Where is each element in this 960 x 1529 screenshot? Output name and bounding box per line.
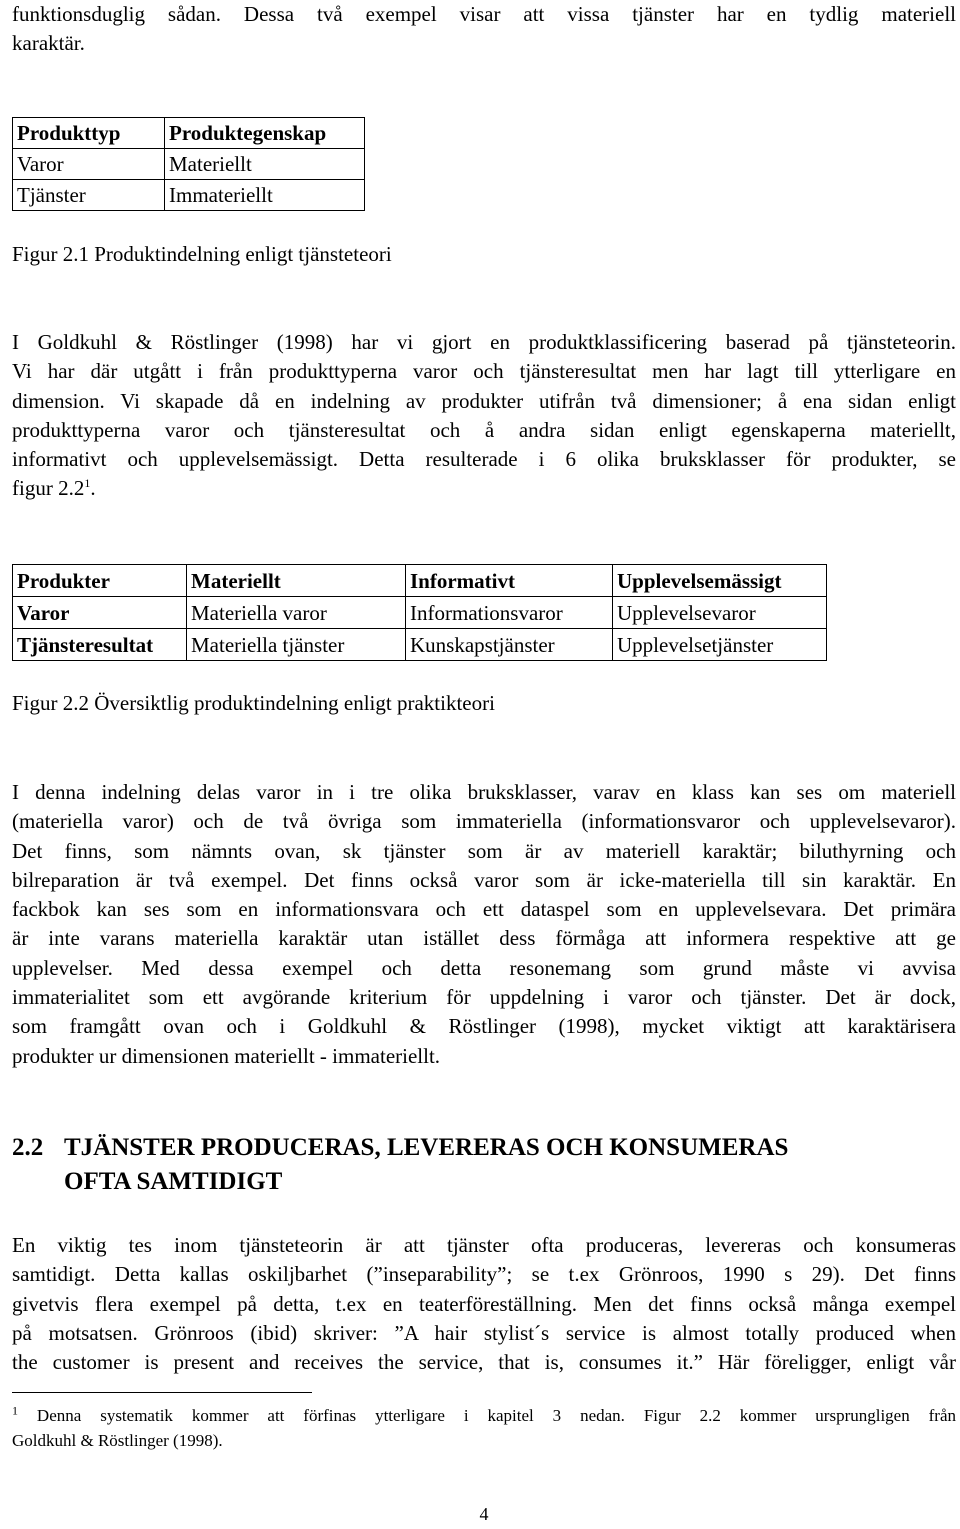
text-line: upplevelser. Med dessa exempel och detta resonemang som grund måste vi avvisa (12, 955, 956, 980)
section-heading (12, 1131, 956, 1199)
section-number: 2.2 (12, 1134, 44, 1161)
table-row (13, 629, 827, 661)
table-header-cell: Produktegenskap (165, 118, 365, 149)
footnote (12, 1403, 956, 1453)
table-row (13, 180, 365, 211)
table-cell: Informationsvaror (406, 597, 613, 629)
body-paragraph-3 (12, 1231, 956, 1377)
text-line: figur $2.2^1$. (12, 476, 96, 501)
text-line: the customer is present and receives the service, that is, consumes it.” Här föreligger, enligt vår (12, 1350, 956, 1375)
text-line: produkttyperna varor och tjänsteresultat och å andra sidan enligt egenskaperna materiellt, (12, 417, 956, 442)
body-paragraph-1 (12, 328, 956, 504)
table-cell: Immateriellt (165, 180, 365, 211)
text-line: immaterialitet som ett avgörande kriterium för uppdelning i varor och tjänster. Det är dock, (12, 985, 956, 1010)
text-line: samtidigt. Detta kallas oskiljbarhet (”inseparability”; se t.ex Grönroos, 1990 s 29). Det finns (12, 1262, 956, 1287)
table-cell: Upplevelsetjänster (613, 629, 827, 661)
table-row-label: Tjänsteresultat (13, 629, 187, 661)
footnote-separator (12, 1392, 312, 1393)
text-line: Det finns, som nämnts ovan, sk tjänster som är av materiell karaktär; biluthyrning och (12, 838, 956, 863)
text-line: informativt och upplevelsemässigt. Detta resulterade i 6 olika bruksklasser för produkter, se (12, 447, 956, 472)
table-cell: Tjänster (13, 180, 165, 211)
table-cell: Kunskapstjänster (406, 629, 613, 661)
table-header-cell: Upplevelsemässigt (613, 565, 827, 597)
table-header-cell: Informativt (406, 565, 613, 597)
figure-caption-2-1: Figur 2.1 Produktindelning enligt tjänsteteori (12, 242, 392, 266)
footnote-line: $^1$ Denna systematik kommer att förfinas ytterligare i kapitel 3 nedan. Figur 2.2 kommer ursprungligen från (12, 1403, 957, 1425)
text-line: givetvis flera exempel på detta, t.ex en teaterföreställning. Men det finns också många exempel (12, 1291, 956, 1316)
text-line: på motsatsen. Grönroos (ibid) skriver: ”A hair stylist´s service is almost totally produced when (12, 1320, 956, 1345)
section-title-line: OFTA SAMTIDIGT (64, 1168, 283, 1195)
text-line: är inte varans materiella karaktär utan istället dess förmåga att informera respektive att ge (12, 926, 956, 951)
product-classification-table (12, 564, 827, 661)
footnote-reference: 1 (84, 476, 91, 491)
text-line: produkter ur dimensionen materiellt - immateriellt. (12, 1043, 441, 1068)
text-line: En viktig tes inom tjänsteteorin är att tjänster ofta produceras, levereras och konsumeras (12, 1233, 956, 1257)
table-header-cell: Materiellt (187, 565, 406, 597)
text-line: Vi har där utgått i från produkttyperna varor och tjänsteresultat men har lagt till ytterligare en (12, 359, 956, 384)
table-header-row (13, 118, 365, 149)
body-paragraph-2 (12, 778, 956, 1071)
section-title-line: TJÄNSTER PRODUCERAS, LEVERERAS OCH KONSUMERAS (64, 1134, 789, 1161)
footnote-line: Goldkuhl & Röstlinger (1998). (12, 1431, 223, 1450)
product-type-table (12, 117, 365, 211)
text-line: fackbok kan ses som en informationsvara och ett dataspel som en upplevelsevara. Det primära (12, 897, 956, 922)
intro-paragraph (12, 0, 956, 59)
text-line: (materiella varor) och de två övriga som immateriella (informationsvaror och upplevelsevaror). (12, 809, 956, 834)
table-cell: Materiellt (165, 149, 365, 180)
table-header-row (13, 565, 827, 597)
table-header-cell: Produkttyp (13, 118, 165, 149)
table-row-label: Varor (13, 597, 187, 629)
figure-caption-2-2: Figur 2.2 Översiktlig produktindelning enligt praktikteori (12, 691, 495, 715)
table-cell: Materiella tjänster (187, 629, 406, 661)
table-cell: Varor (13, 149, 165, 180)
text-line: funktionsduglig sådan. Dessa två exempel visar att vissa tjänster har en tydlig materiell (12, 2, 956, 26)
table-cell: Upplevelsevaror (613, 597, 827, 629)
table-header-cell: Produkter (13, 565, 187, 597)
page-number: 4 (479, 1504, 489, 1524)
text-line: dimension. Vi skapade då en indelning av produkter utifrån två dimensioner; å ena sidan enligt (12, 388, 956, 413)
table-row (13, 149, 365, 180)
table-row (13, 597, 827, 629)
text-line: I Goldkuhl & Röstlinger (1998) har vi gjort en produktklassificering baserad på tjänsteteorin. (12, 330, 956, 354)
table-cell: Materiella varor (187, 597, 406, 629)
text-line: karaktär. (12, 31, 85, 56)
text-line: I denna indelning delas varor in i tre olika bruksklasser, varav en klass kan ses om materiell (12, 780, 956, 804)
text-line: som framgått ovan och i Goldkuhl & Röstlinger (1998), mycket viktigt att karaktärisera (12, 1014, 956, 1039)
footnote-marker: 1 (12, 1403, 18, 1418)
text-line: bilreparation är två exempel. Det finns också varor som är icke-materiella till sin karaktär. En (12, 867, 956, 892)
